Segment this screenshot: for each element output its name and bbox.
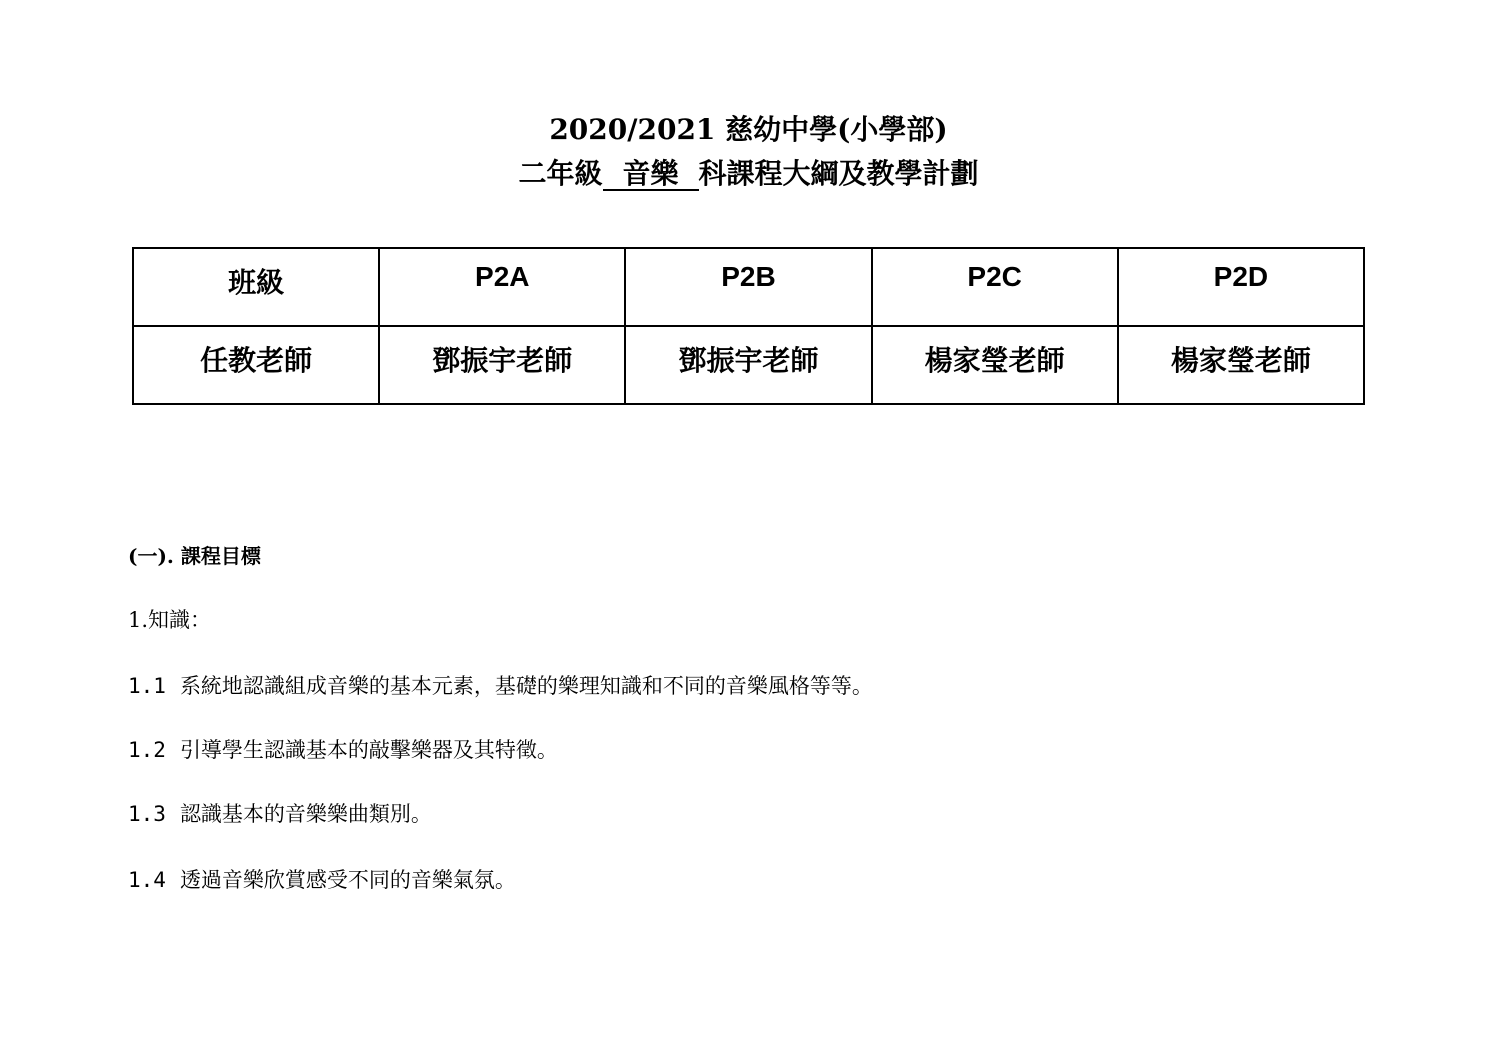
objective-item (128, 866, 516, 894)
item-number: 1.3 (128, 802, 166, 826)
subject-name: 音樂 (603, 159, 699, 191)
teacher-cell: 鄧振宇老師 (379, 326, 625, 404)
class-cell: P2C (872, 248, 1118, 326)
course-title-rest: 科課程大綱及教學計劃 (698, 157, 979, 190)
class-cell: P2D (1118, 248, 1364, 326)
class-cell: P2B (625, 248, 871, 326)
item-number: 1.1 (128, 674, 166, 698)
item-text: 引導學生認識基本的敲擊樂器及其特徵。 (179, 738, 558, 762)
objective-item (128, 672, 873, 700)
item-text: 系統地認識組成音樂的基本元素，基礎的樂理知識和不同的音樂風格等等。 (179, 674, 873, 698)
class-cell: P2A (379, 248, 625, 326)
class-teacher-table (132, 247, 1365, 405)
item-text: 透過音樂欣賞感受不同的音樂氣氛。 (179, 868, 516, 892)
item-number: 1.4 (128, 868, 166, 892)
class-header-cell: 班級 (133, 248, 379, 326)
knowledge-heading: 1.知識： (128, 608, 212, 632)
section-heading: (一). 課程目標 (128, 544, 261, 568)
grade-label: 二年級 (518, 157, 603, 190)
teacher-cell: 楊家瑩老師 (1118, 326, 1364, 404)
school-year-title: 2020/2021 慈幼中學(小學部) (549, 113, 948, 146)
objective-item (128, 800, 432, 828)
teacher-header-cell: 任教老師 (133, 326, 379, 404)
teacher-cell: 鄧振宇老師 (625, 326, 871, 404)
table-row (133, 248, 1364, 326)
objective-item (128, 736, 558, 764)
item-number: 1.2 (128, 738, 166, 762)
teacher-cell: 楊家瑩老師 (872, 326, 1118, 404)
title-block (0, 108, 1497, 196)
table-row (133, 326, 1364, 404)
course-title (0, 152, 1497, 196)
item-text: 認識基本的音樂樂曲類別。 (179, 802, 432, 826)
